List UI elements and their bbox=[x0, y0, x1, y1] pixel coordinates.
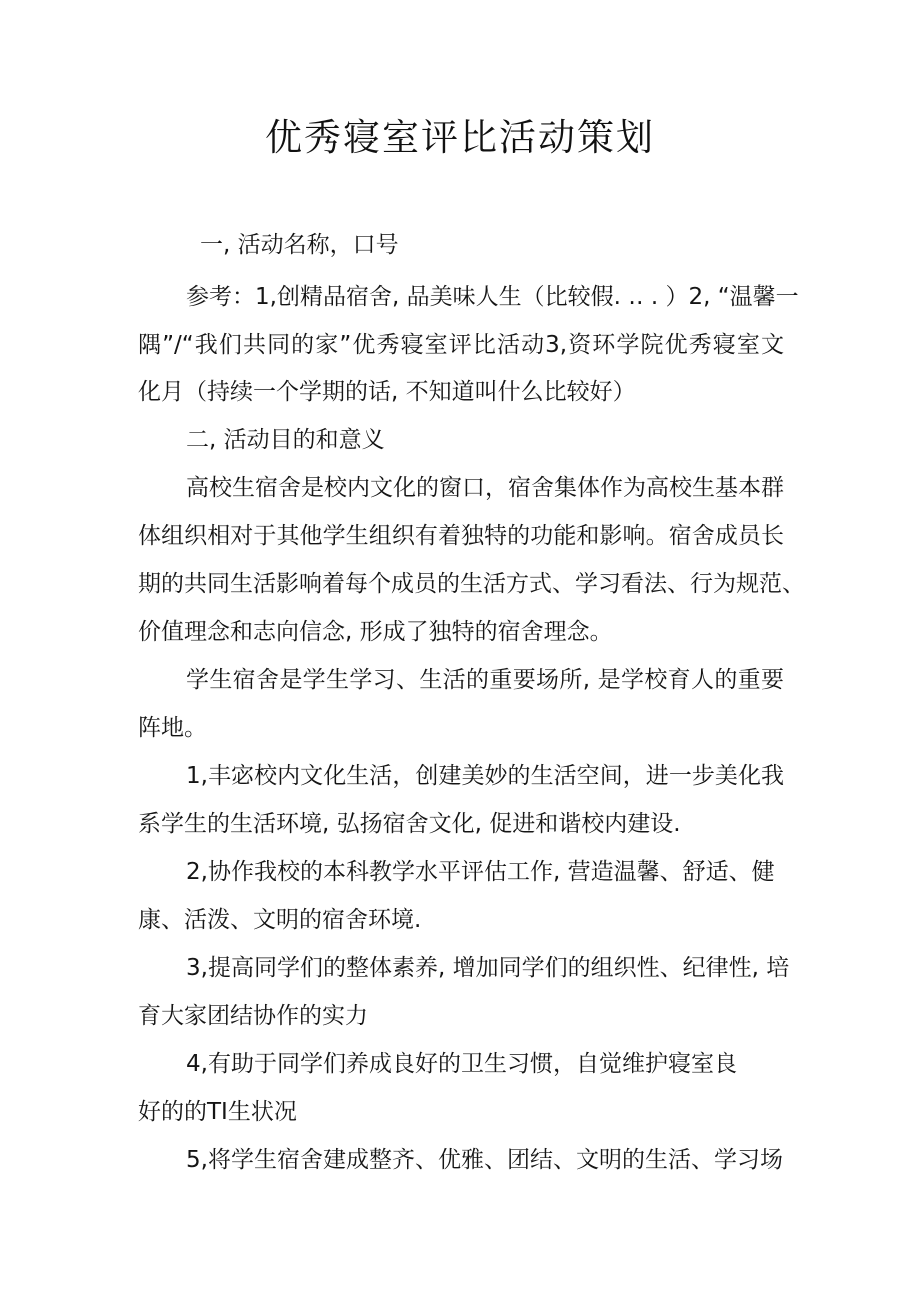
list-item-line: 好的的TI生状况 bbox=[138, 1099, 297, 1125]
paragraph-line: 高校生宿舍是校内文化的窗口，宿舍集体作为高校生基本群 bbox=[186, 475, 784, 501]
paragraph-line: 阵地。 bbox=[138, 715, 207, 741]
list-item-line: 3,提高同学们的整体素养, 增加同学们的组织性、纪律性, 培 bbox=[186, 955, 790, 981]
section-heading-2: 二, 活动目的和意义 bbox=[186, 427, 385, 453]
document-title: 优秀寝室评比活动策划 bbox=[265, 116, 655, 159]
paragraph-line: 参考：1,创精品宿舍, 品美味人生（比较假. ‥ . ）2, “温馨一 bbox=[186, 284, 799, 310]
list-item-line: 2,协作我校的本科教学水平评估工作, 营造温馨、舒适、健 bbox=[186, 859, 775, 885]
list-item-line: 5,将学生宿舍建成整齐、优雅、团结、文明的生活、学习场 bbox=[186, 1147, 783, 1173]
paragraph-line: 体组织相对于其他学生组织有着独特的功能和影响。宿舍成员长 bbox=[138, 523, 784, 549]
list-item-line: 育大家团结协作的实力 bbox=[138, 1003, 368, 1029]
section-heading-1: 一, 活动名称，口号 bbox=[200, 232, 399, 258]
paragraph-line: 期的共同生活影响着每个成员的生活方式、学习看法、行为规范、 bbox=[138, 571, 805, 597]
paragraph-line: 隅”/“我们共同的家”优秀寝室评比活动3,资环学院优秀寝室文 bbox=[138, 332, 784, 358]
list-item-line: 4,有助于同学们养成良好的卫生习惯，自觉维护寝室良 bbox=[186, 1051, 737, 1077]
paragraph-line: 化月（持续一个学期的话, 不知道叫什么比较好） bbox=[138, 379, 636, 405]
paragraph-line: 学生宿舍是学生学习、生活的重要场所, 是学校育人的重要 bbox=[186, 667, 784, 693]
list-item-line: 1,丰宓校内文化生活，创建美妙的生活空间，进一步美化我 bbox=[186, 763, 784, 789]
list-item-line: 系学生的生活环境, 弘扬宿舍文化, 促进和谐校内建设. bbox=[138, 811, 681, 837]
paragraph-line: 价值理念和志向信念, 形成了独特的宿舍理念。 bbox=[138, 619, 613, 645]
list-item-line: 康、活泼、文明的宿舍环境. bbox=[138, 907, 422, 933]
